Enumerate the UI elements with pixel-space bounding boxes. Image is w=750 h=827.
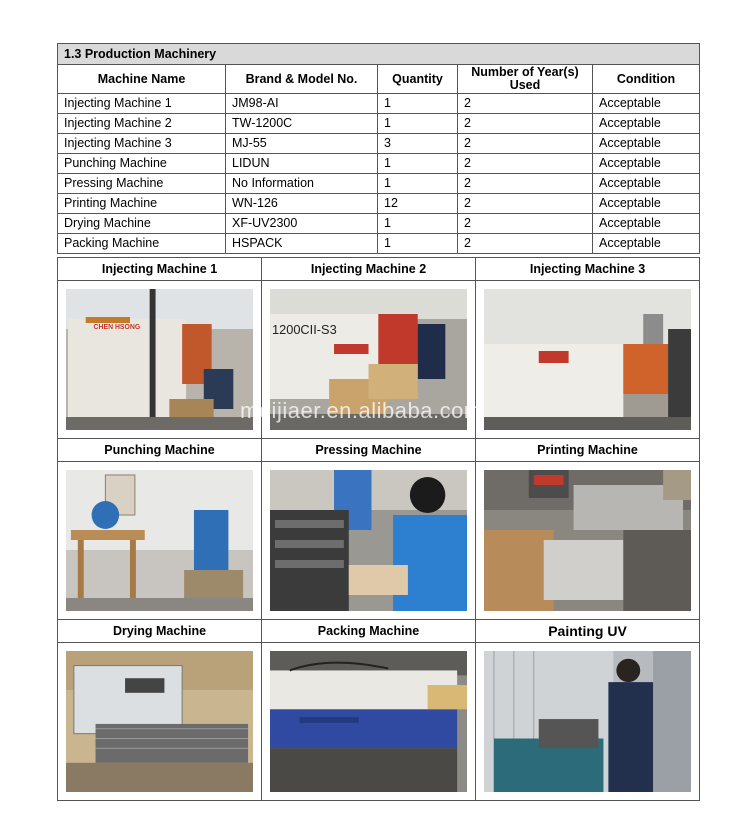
photo-table [57,257,700,801]
machine-model-label: 1200CII-S3 [271,321,337,338]
printing-machine-photo [484,470,691,611]
quantity-cell: 1 [378,154,458,174]
machinery-table [57,43,700,254]
condition-cell: Acceptable [593,154,700,174]
section-title: 1.3 Production Machinery [58,44,700,65]
photo-title-row [58,620,700,643]
injecting-machine-1-photo [66,289,253,430]
machine-name-cell: Printing Machine [58,194,226,214]
model-cell: JM98-AI [226,94,378,114]
injecting-machine-3-photo [484,289,691,430]
column-header: Condition [593,65,700,94]
condition-cell: Acceptable [593,114,700,134]
condition-cell: Acceptable [593,134,700,154]
photo-row [58,281,700,439]
machine-name-cell: Packing Machine [58,234,226,254]
photo-cell [476,462,700,620]
condition-cell: Acceptable [593,234,700,254]
photo-title-row [58,258,700,281]
photo-caption: Injecting Machine 3 [476,258,700,281]
machine-name-cell: Pressing Machine [58,174,226,194]
photo-caption: Drying Machine [58,620,262,643]
years-cell: 2 [458,234,593,254]
header-row [58,65,700,94]
photo-caption: Injecting Machine 2 [262,258,476,281]
photo-cell [476,281,700,439]
condition-cell: Acceptable [593,214,700,234]
machine-brand-label: CHEN HSONG [93,323,141,332]
table-row [58,214,700,234]
condition-cell: Acceptable [593,94,700,114]
photo-caption: Punching Machine [58,439,262,462]
table-row [58,114,700,134]
pressing-machine-photo [270,470,467,611]
painting-uv-photo [484,651,691,792]
punching-machine-photo [66,470,253,611]
photo-title-row [58,439,700,462]
photo-cell [58,281,262,439]
column-header: Brand & Model No. [226,65,378,94]
machine-name-cell: Injecting Machine 3 [58,134,226,154]
years-cell: 2 [458,174,593,194]
years-cell: 2 [458,194,593,214]
photo-cell [262,643,476,801]
model-cell: XF-UV2300 [226,214,378,234]
table-row [58,194,700,214]
photo-row [58,643,700,801]
drying-machine-photo [66,651,253,792]
table-row [58,94,700,114]
model-cell: LIDUN [226,154,378,174]
model-cell: MJ-55 [226,134,378,154]
column-header: Quantity [378,65,458,94]
column-header: Number of Year(s) Used [458,65,593,94]
photo-cell [58,462,262,620]
quantity-cell: 1 [378,114,458,134]
photo-cell [262,281,476,439]
quantity-cell: 1 [378,234,458,254]
table-row [58,174,700,194]
production-machinery-section [57,43,699,254]
quantity-cell: 1 [378,174,458,194]
table-row [58,154,700,174]
section-title-row [58,44,700,65]
quantity-cell: 3 [378,134,458,154]
photo-caption: Pressing Machine [262,439,476,462]
photo-row [58,462,700,620]
photo-caption: Painting UV [476,620,700,643]
machine-name-cell: Injecting Machine 1 [58,94,226,114]
model-cell: TW-1200C [226,114,378,134]
packing-machine-photo [270,651,467,792]
years-cell: 2 [458,154,593,174]
machine-name-cell: Punching Machine [58,154,226,174]
watermark: meijiaer.en.alibaba.com [240,398,483,423]
photo-cell [58,643,262,801]
table-row [58,134,700,154]
years-cell: 2 [458,94,593,114]
table-row [58,234,700,254]
photo-caption: Injecting Machine 1 [58,258,262,281]
column-header: Machine Name [58,65,226,94]
machine-name-cell: Drying Machine [58,214,226,234]
years-cell: 2 [458,114,593,134]
years-cell: 2 [458,214,593,234]
model-cell: WN-126 [226,194,378,214]
years-cell: 2 [458,134,593,154]
quantity-cell: 1 [378,214,458,234]
model-cell: No Information [226,174,378,194]
model-cell: HSPACK [226,234,378,254]
machine-name-cell: Injecting Machine 2 [58,114,226,134]
photo-cell [476,643,700,801]
condition-cell: Acceptable [593,174,700,194]
injecting-machine-2-photo [270,289,467,430]
photo-caption: Printing Machine [476,439,700,462]
photo-cell [262,462,476,620]
machine-photo-grid [57,257,699,801]
quantity-cell: 12 [378,194,458,214]
condition-cell: Acceptable [593,194,700,214]
quantity-cell: 1 [378,94,458,114]
photo-caption: Packing Machine [262,620,476,643]
